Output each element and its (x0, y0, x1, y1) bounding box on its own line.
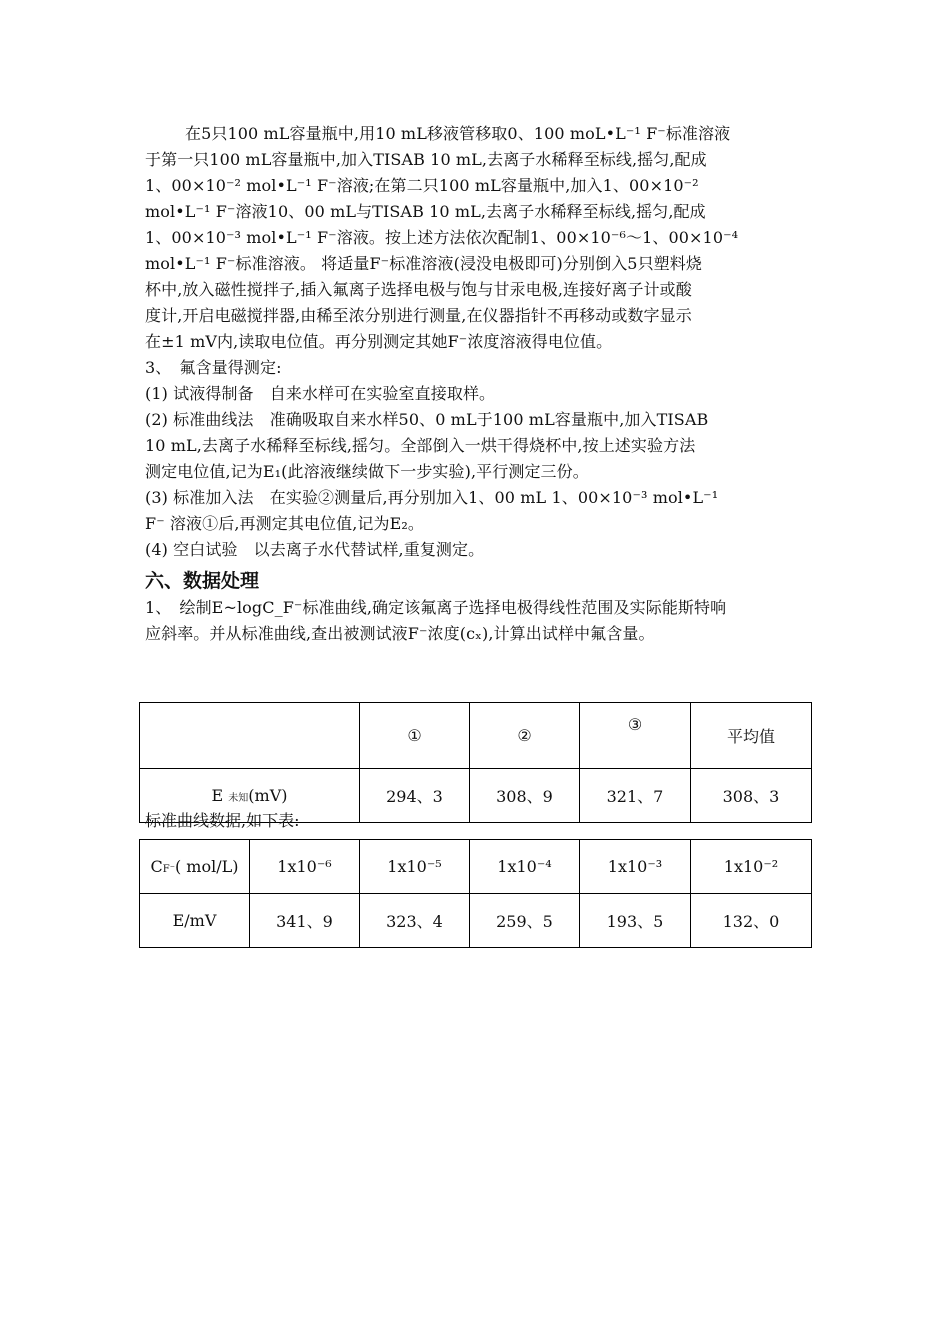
table-cell: 308、9 (470, 769, 580, 823)
list-item: (1) 试液得制备 自来水样可在实验室直接取样。 (145, 384, 496, 403)
table-header-row (140, 703, 812, 769)
table-cell: 323、4 (360, 894, 470, 948)
paragraph-line: 应斜率。并从标准曲线,查出被测试液F⁻浓度(cₓ),计算出试样中氟含量。 (145, 624, 655, 643)
standard-curve-table (139, 839, 812, 948)
table-cell: 1x10⁻⁴ (470, 840, 580, 894)
paragraph-line: 1、 绘制E~logC_F⁻标准曲线,确定该氟离子选择电极得线性范围及实际能斯特响 (145, 598, 727, 617)
paragraph-line: F⁻ 溶液①后,再测定其电位值,记为E₂。 (145, 514, 424, 533)
table-cell: 1x10⁻³ (580, 840, 691, 894)
paragraph-line: mol•L⁻¹ F⁻标准溶液。 将适量F⁻标准溶液(浸没电极即可)分别倒入5只塑料烧 (145, 254, 702, 273)
row-label-unit: (mV) (248, 786, 288, 805)
table-caption: 标准曲线数据,如下表: (145, 811, 300, 830)
paragraph-line: 杯中,放入磁性搅拌子,插入氟离子选择电极与饱与甘汞电极,连接好离子计或酸 (145, 280, 692, 299)
row-label-subscript: 未知 (228, 793, 249, 804)
row-label-cell: E/mV (140, 894, 250, 948)
table-cell: 193、5 (580, 894, 691, 948)
subsection-heading: 3、 氟含量得测定: (145, 358, 282, 377)
table-cell: 1x10⁻⁵ (360, 840, 470, 894)
table-header-cell: ③ (580, 703, 691, 769)
row-label-main: C (150, 857, 163, 876)
row-label-main: E (211, 786, 224, 805)
table-header-cell: 平均值 (691, 703, 812, 769)
list-item: (4) 空白试验 以去离子水代替试样,重复测定。 (145, 540, 485, 559)
table-header-cell: ① (360, 703, 470, 769)
table-cell: 132、0 (691, 894, 812, 948)
row-label-subscript: F⁻ (162, 864, 175, 875)
paragraph-line: 在±1 mV内,读取电位值。再分别测定其她F⁻浓度溶液得电位值。 (145, 332, 613, 351)
table-cell: 294、3 (360, 769, 470, 823)
table-header-cell: ② (470, 703, 580, 769)
table-row (140, 840, 812, 894)
paragraph-line: mol•L⁻¹ F⁻溶液10、00 mL与TISAB 10 mL,去离子水稀释至标线,摇匀,配成 (145, 202, 706, 221)
table-cell: 308、3 (691, 769, 812, 823)
row-label-cell (140, 840, 250, 894)
paragraph-line: 10 mL,去离子水稀释至标线,摇匀。全部倒入一烘干得烧杯中,按上述实验方法 (145, 436, 696, 455)
document-body (145, 121, 815, 647)
paragraph-line: 于第一只100 mL容量瓶中,加入TISAB 10 mL,去离子水稀释至标线,摇匀,配成 (145, 150, 707, 169)
paragraph-line: 测定电位值,记为E₁(此溶液继续做下一步实验),平行测定三份。 (145, 462, 589, 481)
table-cell: 1x10⁻⁶ (250, 840, 360, 894)
list-item: (3) 标准加入法 在实验②测量后,再分别加入1、00 mL 1、00×10⁻³ mol•L⁻¹ (145, 488, 719, 507)
table-cell: 321、7 (580, 769, 691, 823)
list-item: (2) 标准曲线法 准确吸取自来水样50、0 mL于100 mL容量瓶中,加入TISAB (145, 410, 709, 429)
table-cell (140, 703, 360, 769)
section-title: 六、数据处理 (145, 570, 260, 592)
paragraph-line: 在5只100 mL容量瓶中,用10 mL移液管移取0、100 moL•L⁻¹ F⁻标准溶液 (185, 124, 731, 143)
table-row (140, 894, 812, 948)
paragraph-line: 度计,开启电磁搅拌器,由稀至浓分别进行测量,在仪器指针不再移动或数字显示 (145, 306, 692, 325)
row-label-unit: ( mol/L) (174, 857, 239, 876)
paragraph-line: 1、00×10⁻³ mol•L⁻¹ F⁻溶液。按上述方法依次配制1、00×10⁻⁶～1、00×10⁻⁴ (145, 228, 739, 247)
table-cell: 259、5 (470, 894, 580, 948)
table-cell: 1x10⁻² (691, 840, 812, 894)
unknown-sample-table (139, 702, 812, 823)
table-cell: 341、9 (250, 894, 360, 948)
paragraph-line: 1、00×10⁻² mol•L⁻¹ F⁻溶液;在第二只100 mL容量瓶中,加入1、00×10⁻² (145, 176, 699, 195)
